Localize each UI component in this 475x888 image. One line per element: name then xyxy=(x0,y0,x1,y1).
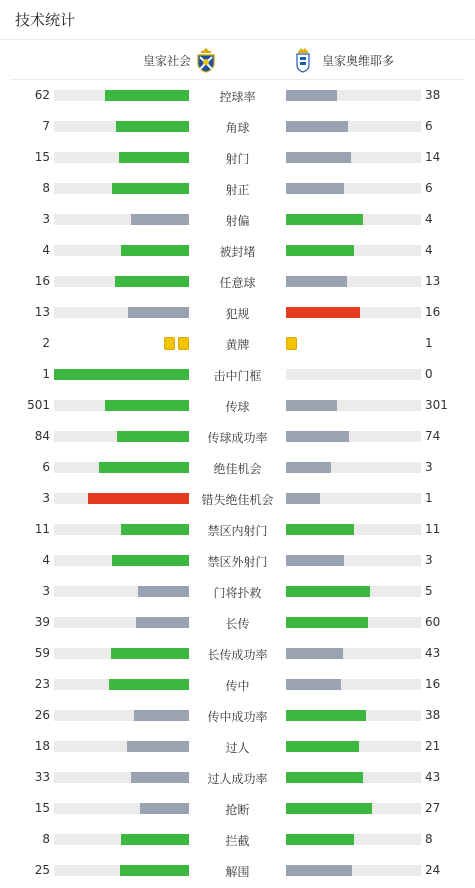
stat-row xyxy=(0,421,475,452)
home-value: 59 xyxy=(34,646,50,660)
stat-label: 解围 xyxy=(225,865,250,879)
home-bar-track xyxy=(54,431,189,442)
away-value: 0 xyxy=(425,367,433,381)
home-value: 84 xyxy=(34,429,50,443)
stat-row xyxy=(0,235,475,266)
home-bar-fill xyxy=(134,710,189,721)
stat-row xyxy=(0,762,475,793)
away-value: 301 xyxy=(425,398,448,412)
home-value: 26 xyxy=(34,708,50,722)
away-bar-track xyxy=(286,276,421,287)
home-value: 8 xyxy=(42,181,50,195)
yellow-card-icon xyxy=(164,337,175,350)
home-value: 15 xyxy=(34,801,50,815)
home-bar-track xyxy=(54,183,189,194)
stat-row xyxy=(0,111,475,142)
home-value: 4 xyxy=(42,243,50,257)
stat-label: 被封堵 xyxy=(219,245,256,259)
away-bar-track xyxy=(286,214,421,225)
stat-label: 过人 xyxy=(225,741,250,755)
away-bar-fill xyxy=(286,555,344,566)
home-bar-fill xyxy=(131,214,189,225)
yellow-card-icon xyxy=(178,337,189,350)
away-bar-fill xyxy=(286,90,337,101)
away-value: 3 xyxy=(425,553,433,567)
home-bar-track xyxy=(54,648,189,659)
away-bar-fill xyxy=(286,121,348,132)
stat-label: 长传 xyxy=(225,617,250,631)
home-bar-fill xyxy=(112,183,189,194)
stat-label: 禁区内射门 xyxy=(207,524,268,538)
away-bar-track xyxy=(286,555,421,566)
home-bar-track xyxy=(54,803,189,814)
stat-row xyxy=(0,80,475,111)
home-bar-track xyxy=(54,772,189,783)
away-bar-track xyxy=(286,400,421,411)
away-bar-track xyxy=(286,679,421,690)
stat-row xyxy=(0,669,475,700)
away-bar-track xyxy=(286,617,421,628)
away-bar-fill xyxy=(286,648,343,659)
home-value: 15 xyxy=(34,150,50,164)
stat-row xyxy=(0,266,475,297)
home-bar-fill xyxy=(116,121,189,132)
home-team[interactable] xyxy=(143,40,217,80)
home-value: 62 xyxy=(34,88,50,102)
stat-row xyxy=(0,545,475,576)
away-bar-fill xyxy=(286,431,349,442)
stat-row xyxy=(0,297,475,328)
stat-label: 错失绝佳机会 xyxy=(201,493,274,507)
home-bar-fill xyxy=(112,555,189,566)
away-value: 43 xyxy=(425,770,441,784)
yellow-card-icon xyxy=(286,337,297,350)
away-bar-fill xyxy=(286,493,320,504)
home-value: 33 xyxy=(34,770,50,784)
home-value: 16 xyxy=(34,274,50,288)
away-bar-fill xyxy=(286,834,354,845)
stat-row xyxy=(0,514,475,545)
away-bar-track xyxy=(286,90,421,101)
away-value: 38 xyxy=(425,88,441,102)
home-bar-fill xyxy=(128,307,189,318)
stat-label: 门将扑救 xyxy=(213,586,262,600)
home-value: 1 xyxy=(42,367,50,381)
stat-label: 过人成功率 xyxy=(207,772,268,786)
away-value: 21 xyxy=(425,739,441,753)
home-bar-fill xyxy=(140,803,189,814)
away-team-name: 皇家奥维耶多 xyxy=(322,53,395,68)
home-value: 3 xyxy=(42,491,50,505)
away-bar-track xyxy=(286,307,421,318)
away-bar-track xyxy=(286,369,421,380)
away-value: 38 xyxy=(425,708,441,722)
stat-row xyxy=(0,700,475,731)
home-bar-fill xyxy=(115,276,189,287)
home-value: 3 xyxy=(42,212,50,226)
home-bar-fill xyxy=(120,865,189,876)
stat-label: 传球成功率 xyxy=(207,431,268,445)
stat-label: 黄牌 xyxy=(225,338,250,352)
away-bar-track xyxy=(286,741,421,752)
home-value: 11 xyxy=(34,522,50,536)
stat-row xyxy=(0,576,475,607)
stat-label: 拦截 xyxy=(225,834,250,848)
away-bar-fill xyxy=(286,245,354,256)
stat-label: 击中门框 xyxy=(213,369,262,383)
away-value: 60 xyxy=(425,615,441,629)
stat-label: 长传成功率 xyxy=(207,648,268,662)
away-value: 43 xyxy=(425,646,441,660)
away-bar-track xyxy=(286,462,421,473)
home-value: 501 xyxy=(27,398,50,412)
home-bar-track xyxy=(54,555,189,566)
away-bar-track xyxy=(286,431,421,442)
stat-label: 任意球 xyxy=(219,276,256,290)
away-bar-fill xyxy=(286,400,337,411)
home-bar-fill xyxy=(121,245,189,256)
stat-row xyxy=(0,607,475,638)
stat-label: 射门 xyxy=(225,152,250,166)
stat-row xyxy=(0,793,475,824)
home-bar-fill xyxy=(138,586,189,597)
stat-label: 射正 xyxy=(225,183,250,197)
stat-row xyxy=(0,173,475,204)
stat-row xyxy=(0,824,475,855)
home-bar-track xyxy=(54,400,189,411)
away-value: 11 xyxy=(425,522,441,536)
home-value: 25 xyxy=(34,863,50,877)
away-bar-fill xyxy=(286,276,347,287)
away-value: 4 xyxy=(425,243,433,257)
away-bar-track xyxy=(286,183,421,194)
home-bar-track xyxy=(54,524,189,535)
home-bar-track xyxy=(54,276,189,287)
stat-label: 犯规 xyxy=(225,307,250,321)
stat-label: 射偏 xyxy=(225,214,250,228)
away-value: 1 xyxy=(425,336,433,350)
away-value: 16 xyxy=(425,677,441,691)
away-value: 24 xyxy=(425,863,441,877)
home-bar-fill xyxy=(99,462,189,473)
away-bar-fill xyxy=(286,741,359,752)
away-bar-track xyxy=(286,710,421,721)
home-bar-track xyxy=(54,369,189,380)
stat-row xyxy=(0,638,475,669)
home-bar-fill xyxy=(136,617,189,628)
away-bar-fill xyxy=(286,679,341,690)
away-bar-track xyxy=(286,648,421,659)
home-bar-track xyxy=(54,493,189,504)
away-value: 3 xyxy=(425,460,433,474)
home-value: 3 xyxy=(42,584,50,598)
home-bar-track xyxy=(54,462,189,473)
home-value: 7 xyxy=(42,119,50,133)
home-bar-fill xyxy=(54,369,189,380)
stat-label: 传中成功率 xyxy=(207,710,268,724)
home-value: 18 xyxy=(34,739,50,753)
home-bar-fill xyxy=(117,431,189,442)
away-team[interactable] xyxy=(292,40,394,80)
home-bar-fill xyxy=(119,152,189,163)
away-bar-track xyxy=(286,586,421,597)
stat-row xyxy=(0,731,475,762)
away-value: 14 xyxy=(425,150,441,164)
home-bar-track xyxy=(54,617,189,628)
home-bar-track xyxy=(54,121,189,132)
away-value: 6 xyxy=(425,181,433,195)
away-bar-fill xyxy=(286,617,368,628)
home-bar-fill xyxy=(88,493,189,504)
away-crest-icon xyxy=(292,47,314,73)
away-bar-fill xyxy=(286,214,363,225)
home-crest-icon xyxy=(195,47,217,73)
stat-label: 角球 xyxy=(225,121,250,135)
away-bar-track xyxy=(286,772,421,783)
away-bar-fill xyxy=(286,772,363,783)
home-value: 8 xyxy=(42,832,50,846)
home-bar-track xyxy=(54,90,189,101)
home-bar-track xyxy=(54,307,189,318)
away-bar-fill xyxy=(286,803,372,814)
away-bar-fill xyxy=(286,865,352,876)
stats-header xyxy=(0,0,475,40)
home-bar-track xyxy=(54,586,189,597)
home-value: 39 xyxy=(34,615,50,629)
away-yellow-cards xyxy=(286,337,297,350)
home-bar-fill xyxy=(131,772,189,783)
home-bar-track xyxy=(54,834,189,845)
away-bar-fill xyxy=(286,524,354,535)
page-title: 技术统计 xyxy=(15,11,76,29)
home-value: 2 xyxy=(42,336,50,350)
away-bar-track xyxy=(286,245,421,256)
stat-label: 绝佳机会 xyxy=(213,462,262,476)
home-value: 4 xyxy=(42,553,50,567)
away-bar-fill xyxy=(286,152,351,163)
away-value: 13 xyxy=(425,274,441,288)
away-value: 27 xyxy=(425,801,441,815)
home-value: 6 xyxy=(42,460,50,474)
home-bar-fill xyxy=(127,741,189,752)
teams-bar xyxy=(10,40,465,80)
home-bar-track xyxy=(54,245,189,256)
stat-row xyxy=(0,855,475,886)
home-bar-track xyxy=(54,741,189,752)
stat-row xyxy=(0,204,475,235)
stat-label: 传中 xyxy=(225,679,250,693)
stat-row xyxy=(0,452,475,483)
away-bar-fill xyxy=(286,307,360,318)
stat-row xyxy=(0,359,475,390)
away-bar-fill xyxy=(286,462,331,473)
away-value: 4 xyxy=(425,212,433,226)
away-bar-track xyxy=(286,152,421,163)
away-bar-track xyxy=(286,121,421,132)
stat-label: 禁区外射门 xyxy=(207,555,268,569)
home-bar-fill xyxy=(121,524,189,535)
away-bar-fill xyxy=(286,586,370,597)
away-value: 74 xyxy=(425,429,441,443)
home-bar-fill xyxy=(111,648,189,659)
away-bar-fill xyxy=(286,710,366,721)
stat-row xyxy=(0,328,475,359)
stat-label: 抢断 xyxy=(225,803,250,817)
away-value: 8 xyxy=(425,832,433,846)
away-bar-track xyxy=(286,524,421,535)
away-bar-fill xyxy=(286,183,344,194)
away-value: 5 xyxy=(425,584,433,598)
home-bar-track xyxy=(54,865,189,876)
home-bar-fill xyxy=(105,400,189,411)
away-bar-track xyxy=(286,834,421,845)
home-bar-track xyxy=(54,152,189,163)
home-yellow-cards xyxy=(164,337,189,350)
away-bar-track xyxy=(286,493,421,504)
away-value: 6 xyxy=(425,119,433,133)
home-bar-track xyxy=(54,679,189,690)
home-bar-fill xyxy=(121,834,189,845)
stat-row xyxy=(0,483,475,514)
stat-label: 控球率 xyxy=(219,90,256,104)
stat-label: 传球 xyxy=(225,400,250,414)
home-value: 13 xyxy=(34,305,50,319)
stat-row xyxy=(0,142,475,173)
home-value: 23 xyxy=(34,677,50,691)
away-bar-track xyxy=(286,803,421,814)
away-value: 16 xyxy=(425,305,441,319)
home-team-name: 皇家社会 xyxy=(142,53,191,68)
home-bar-track xyxy=(54,710,189,721)
home-bar-track xyxy=(54,214,189,225)
home-bar-fill xyxy=(105,90,189,101)
stat-row xyxy=(0,390,475,421)
home-bar-fill xyxy=(109,679,189,690)
away-value: 1 xyxy=(425,491,433,505)
away-bar-track xyxy=(286,865,421,876)
